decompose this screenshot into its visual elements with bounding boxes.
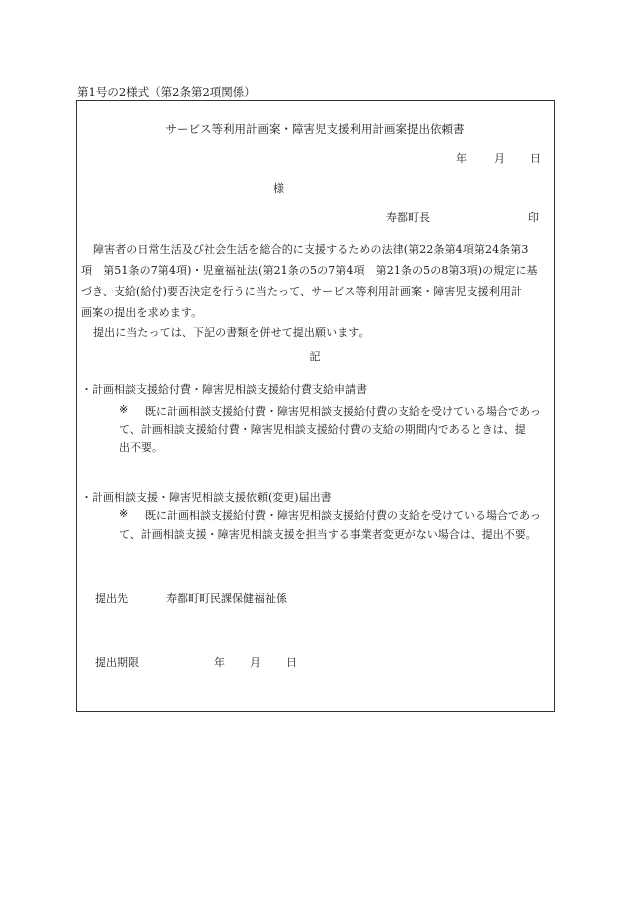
body-line: 画案の提出を求めます。	[81, 306, 203, 319]
note-text: 既に計画相談支援給付費・障害児相談支援給付費の支給を受けている場合であっ	[145, 509, 541, 522]
body-line: 項 第51条の7第4項)・児童福祉法(第21条の5の7第4項 第21条の5の8第3項)の規定に基	[81, 264, 538, 277]
seal-mark: 印	[528, 211, 539, 224]
body-line: づき、支給(給付)要否決定を行うに当たって、サービス等利用計画案・障害児支援利用計	[81, 285, 523, 298]
item-heading: ・計画相談支援給付費・障害児相談支援給付費支給申請書	[81, 383, 367, 396]
deadline-year-label: 年	[214, 656, 225, 669]
addressee-suffix: 様	[273, 182, 284, 195]
body-line: 障害者の日常生活及び社会生活を総合的に支援するための法律(第22条第4項第24条第3	[93, 243, 529, 256]
item-heading: ・計画相談支援・障害児相談支援依頼(変更)届出書	[81, 491, 332, 504]
note-mark: ※	[119, 507, 129, 520]
date-day-label: 日	[530, 152, 541, 165]
body-line: 提出に当たっては、下記の書類を併せて提出願います。	[93, 326, 370, 339]
note-heading: 記	[309, 350, 321, 363]
deadline-label: 提出期限	[95, 656, 139, 669]
note-text: 出不要。	[119, 441, 163, 454]
destination-label: 提出先	[95, 592, 128, 605]
issuer-name: 寿都町長	[386, 211, 430, 224]
note-text: 既に計画相談支援給付費・障害児相談支援給付費の支給を受けている場合であっ	[145, 405, 541, 418]
note-text: て、計画相談支援給付費・障害児相談支援給付費の支給の期間内であるときは、提	[119, 423, 526, 436]
deadline-day-label: 日	[286, 656, 297, 669]
form-number-label: 第1号の2様式（第2条第2項関係）	[77, 85, 256, 99]
destination-value: 寿都町町民課保健福祉係	[166, 592, 287, 605]
date-year-label: 年	[456, 152, 467, 165]
date-month-label: 月	[494, 152, 505, 165]
note-text: て、計画相談支援・障害児相談支援を担当する事業者変更がない場合は、提出不要。	[119, 528, 537, 541]
note-mark: ※	[119, 403, 129, 416]
document-title: サービス等利用計画案・障害児支援利用計画案提出依頼書	[165, 122, 465, 136]
deadline-month-label: 月	[250, 656, 261, 669]
